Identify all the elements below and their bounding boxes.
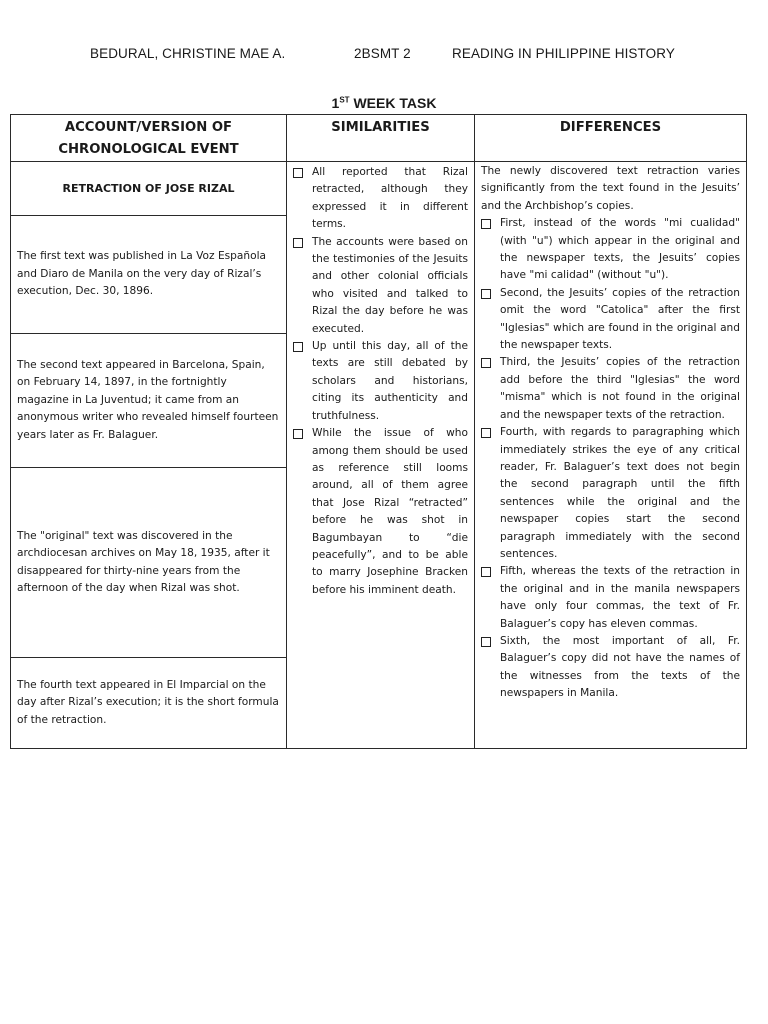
header-row (11, 115, 747, 162)
list-item (293, 164, 468, 234)
title-text: WEEK TASK (353, 95, 437, 111)
account-header-line1: ACCOUNT/VERSION OF (64, 120, 233, 135)
checkbox-icon (481, 428, 491, 438)
account-header-line2: CHRONOLOGICAL EVENT (58, 142, 239, 157)
list-item (481, 215, 740, 285)
list-item-text: While the issue of who among them should be used as reference still looms around, all of them agree that Jose Rizal “retracted” before he was shot in Bagumbayan to “die peacefully”, and to be able to marry Josephine Bracken before his imminent death. (312, 427, 468, 596)
checkbox-icon (293, 429, 303, 439)
checkbox-icon (481, 289, 491, 299)
list-item-text: All reported that Rizal retracted, although they expressed it in different terms. (312, 166, 468, 231)
list-item (481, 354, 740, 424)
checkbox-icon (481, 637, 491, 647)
title-number: 1 (331, 95, 340, 111)
course-title: READING IN PHILIPPINE HISTORY (452, 46, 675, 61)
differences-intro: The newly discovered text retraction varies significantly from the text found in the Jesuits’ and the Archbishop’s copies. (481, 165, 740, 212)
differences-cell (475, 162, 747, 749)
checkbox-icon (481, 358, 491, 368)
list-item-text: Second, the Jesuits’ copies of the retraction omit the word "Catolica" after the first "Iglesias" which are found in the original and the newspaper texts. (500, 286, 740, 352)
list-item-text: Sixth, the most important of all, Fr. Balaguer’s copy did not have the names of the witnesses from the texts of the newspapers in Manila. (500, 634, 740, 700)
checkbox-icon (293, 238, 303, 248)
differences-list (475, 215, 746, 702)
list-item (481, 633, 740, 703)
student-name: BEDURAL, CHRISTINE MAE A. (90, 46, 286, 61)
list-item-text: The accounts were based on the testimonies of the Jesuits and other colonial officials who visited and talked to Rizal the day before he was executed. (312, 235, 468, 335)
account-fourth-text: The fourth text appeared in El Imparcial on the day after Rizal’s execution; it is the short formula of the retraction. (11, 658, 287, 749)
page-title (0, 95, 768, 111)
section-code: 2BSMT 2 (354, 46, 411, 61)
similarities-cell (287, 162, 475, 749)
event-title: RETRACTION OF JOSE RIZAL (11, 162, 287, 216)
differences-header: DIFFERENCES (475, 115, 747, 162)
list-item (481, 563, 740, 633)
similarities-list (287, 162, 474, 599)
account-second-text: The second text appeared in Barcelona, Spain, on February 14, 1897, in the fortnightly magazine in La Juventud; it came from an anonymous writer who revealed himself fourteen years later as Fr. Balaguer. (11, 334, 287, 468)
list-item (481, 285, 740, 355)
table-row (11, 162, 747, 216)
list-item-text: Up until this day, all of the texts are still debated by scholars and historians, citing its authenticity and truthfulness. (312, 340, 468, 422)
list-item-text: Fourth, with regards to paragraphing which immediately strikes the eye of any critical reader, Fr. Balaguer’s text does not begin the second paragraph until the fifth sentences while the original and the newspaper copies start the second paragraph immediately with the second sentences. (500, 426, 740, 560)
checkbox-icon (293, 342, 303, 352)
list-item (293, 234, 468, 338)
list-item (293, 338, 468, 425)
checkbox-icon (293, 168, 303, 178)
account-original-text: The "original" text was discovered in the archdiocesan archives on May 18, 1935, after it disappeared for thirty-nine years from the afternoon of the day when Rizal was shot. (11, 468, 287, 658)
similarities-header: SIMILARITIES (287, 115, 475, 162)
list-item (481, 424, 740, 563)
list-item-text: Fifth, whereas the texts of the retraction in the original and in the manila newspapers have only four commas, the text of Fr. Balaguer’s copy has eleven commas. (500, 565, 740, 630)
week-task-table (10, 114, 747, 749)
list-item-text: First, instead of the words "mi cualidad" (with "u") which appear in the original and the newspaper texts, the Jesuits’ copies have "mi calidad" (without "u"). (500, 217, 740, 282)
checkbox-icon (481, 567, 491, 577)
list-item-text: Third, the Jesuits’ copies of the retraction add before the third "Iglesias" the word "misma" which is not found in the original and the newspaper texts of the retraction. (500, 356, 740, 421)
account-first-text: The first text was published in La Voz Española and Diaro de Manila on the very day of Rizal’s execution, Dec. 30, 1896. (11, 216, 287, 334)
account-header (11, 115, 287, 162)
checkbox-icon (481, 219, 491, 229)
title-suffix: ST (339, 95, 350, 105)
list-item (293, 425, 468, 599)
